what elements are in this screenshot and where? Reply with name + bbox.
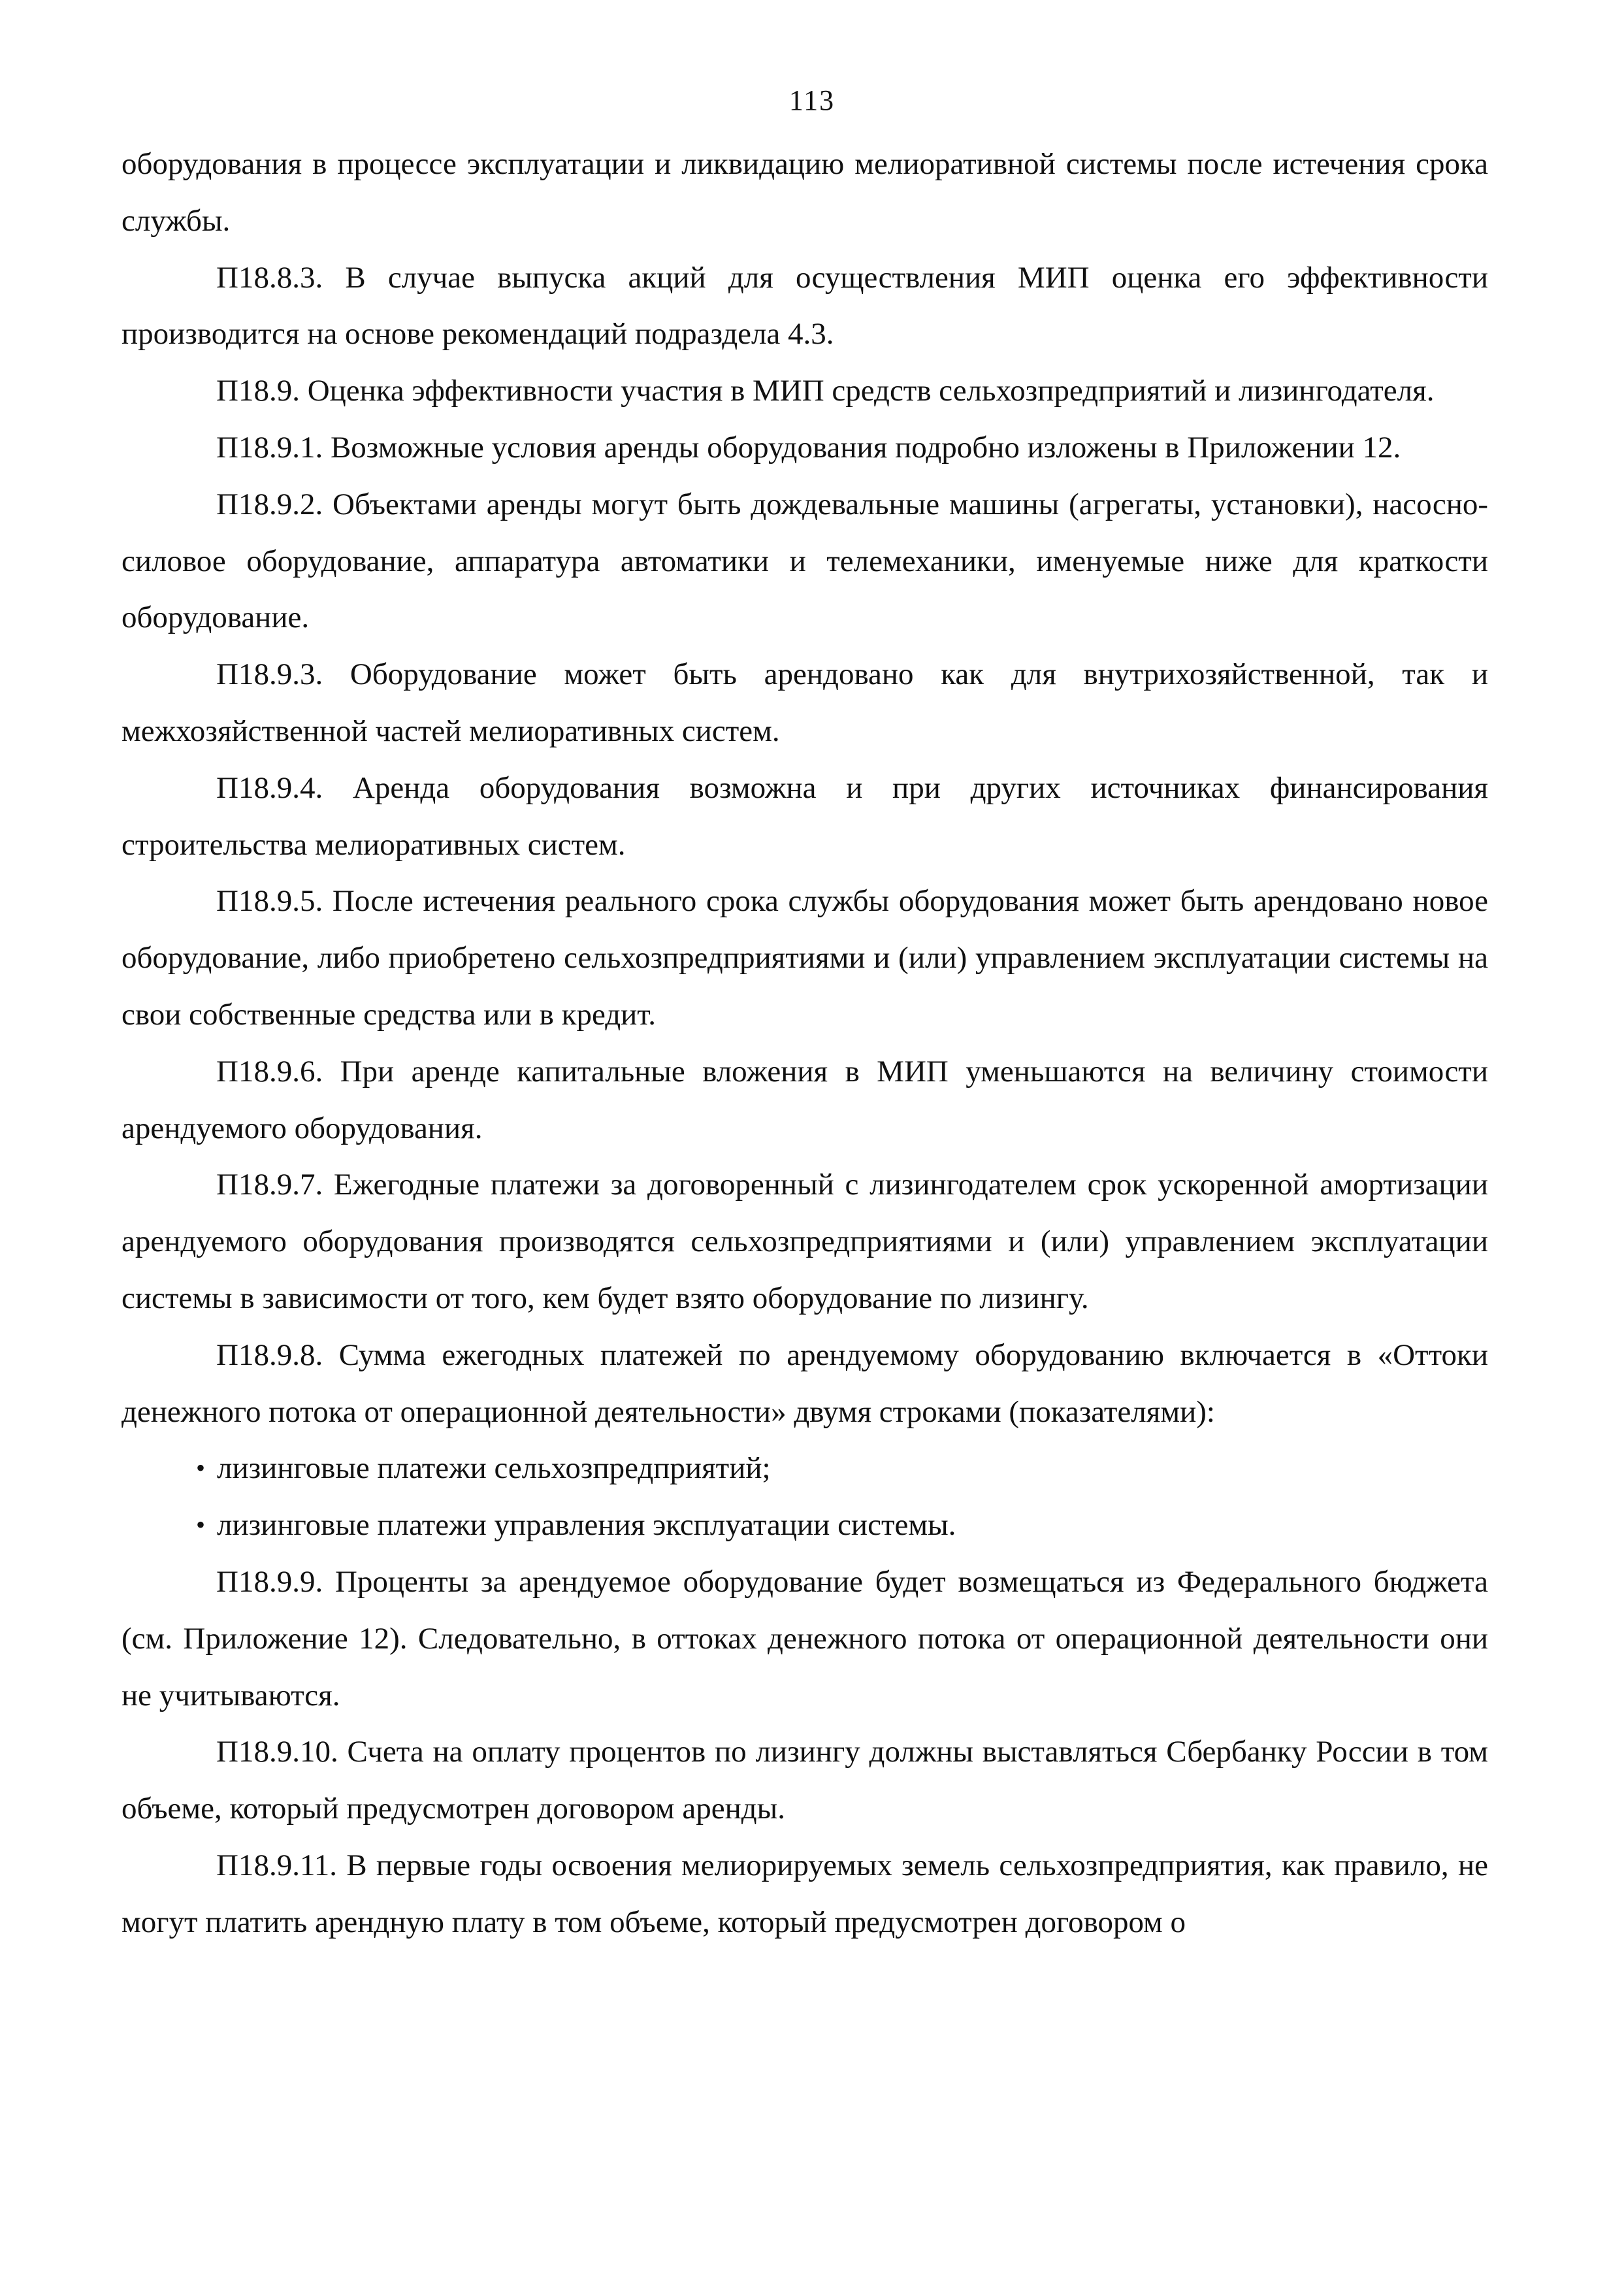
- paragraph-p18-9-6: П18.9.6. При аренде капитальные вложения в МИП уменьшаются на величину стоимости арендуемого оборудования.: [122, 1054, 1488, 1145]
- paragraph-p18-9-1: П18.9.1. Возможные условия аренды оборудования подробно изложены в Приложении 12.: [216, 430, 1401, 465]
- paragraph-p18-9-11: П18.9.11. В первые годы освоения мелиорируемых земель сельхозпредприятия, как правило, не могут платить арендную плату в том объеме, который предусмотрен договором о: [122, 1848, 1488, 1939]
- paragraph-p18-9-10: П18.9.10. Счета на оплату процентов по лизингу должны выставляться Сбербанку России в том объеме, который предусмотрен договором аренды.: [122, 1735, 1488, 1826]
- bullet-list: [122, 1440, 1488, 1554]
- paragraph-p18-9-2: П18.9.2. Объектами аренды могут быть дождевальные машины (агрегаты, установки), насосно-силовое оборудование, аппаратура автоматики и телемеханики, именуемые ниже для краткости оборудование.: [122, 487, 1488, 635]
- paragraph-continuation: оборудования в процессе эксплуатации и ликвидацию мелиоративной системы после истечения срока службы.: [122, 147, 1488, 238]
- paragraph-p18-8-3: П18.8.3. В случае выпуска акций для осуществления МИП оценка его эффективности производится на основе рекомендаций подраздела 4.3.: [122, 260, 1488, 352]
- bullet-icon: •: [196, 1453, 206, 1483]
- paragraph-p18-9-3: П18.9.3. Оборудование может быть арендовано как для внутрихозяйственной, так и межхозяйственной частей мелиоративных систем.: [122, 657, 1488, 748]
- paragraph-p18-9-9: П18.9.9. Проценты за арендуемое оборудование будет возмещаться из Федерального бюджета (см. Приложение 12). Следовательно, в оттоках денежного потока от операционной деятельности они не учитываются.: [122, 1564, 1488, 1712]
- list-item: [196, 1497, 1488, 1554]
- paragraph-p18-9: П18.9. Оценка эффективности участия в МИП средств сельхозпредприятий и лизингодателя.: [216, 374, 1435, 408]
- paragraph-p18-9-8: П18.9.8. Сумма ежегодных платежей по арендуемому оборудованию включается в «Оттоки денежного потока от операционной деятельности» двумя строками (показателями):: [122, 1337, 1488, 1429]
- paragraph-p18-9-7: П18.9.7. Ежегодные платежи за договоренный с лизингодателем срок ускоренной амортизации арендуемого оборудования производятся сельхозпредприятиями и (или) управлением эксплуатации системы в зависимости от того, кем будет взято оборудование по лизингу.: [122, 1168, 1488, 1315]
- document-body: [122, 136, 1488, 1951]
- paragraph-p18-9-4: П18.9.4. Аренда оборудования возможна и при других источниках финансирования строительства мелиоративных систем.: [122, 770, 1488, 862]
- page-number: 113: [788, 84, 836, 116]
- list-item: [196, 1440, 1488, 1497]
- bullet-icon: •: [196, 1510, 206, 1540]
- list-item-text: лизинговые платежи сельхозпредприятий;: [217, 1451, 771, 1486]
- list-item-text: лизинговые платежи управления эксплуатации системы.: [217, 1508, 956, 1543]
- paragraph-p18-9-5: П18.9.5. После истечения реального срока службы оборудования может быть арендовано новое оборудование, либо приобретено сельхозпредприятиями и (или) управлением эксплуатации системы на свои собственные средства или в кредит.: [122, 884, 1488, 1032]
